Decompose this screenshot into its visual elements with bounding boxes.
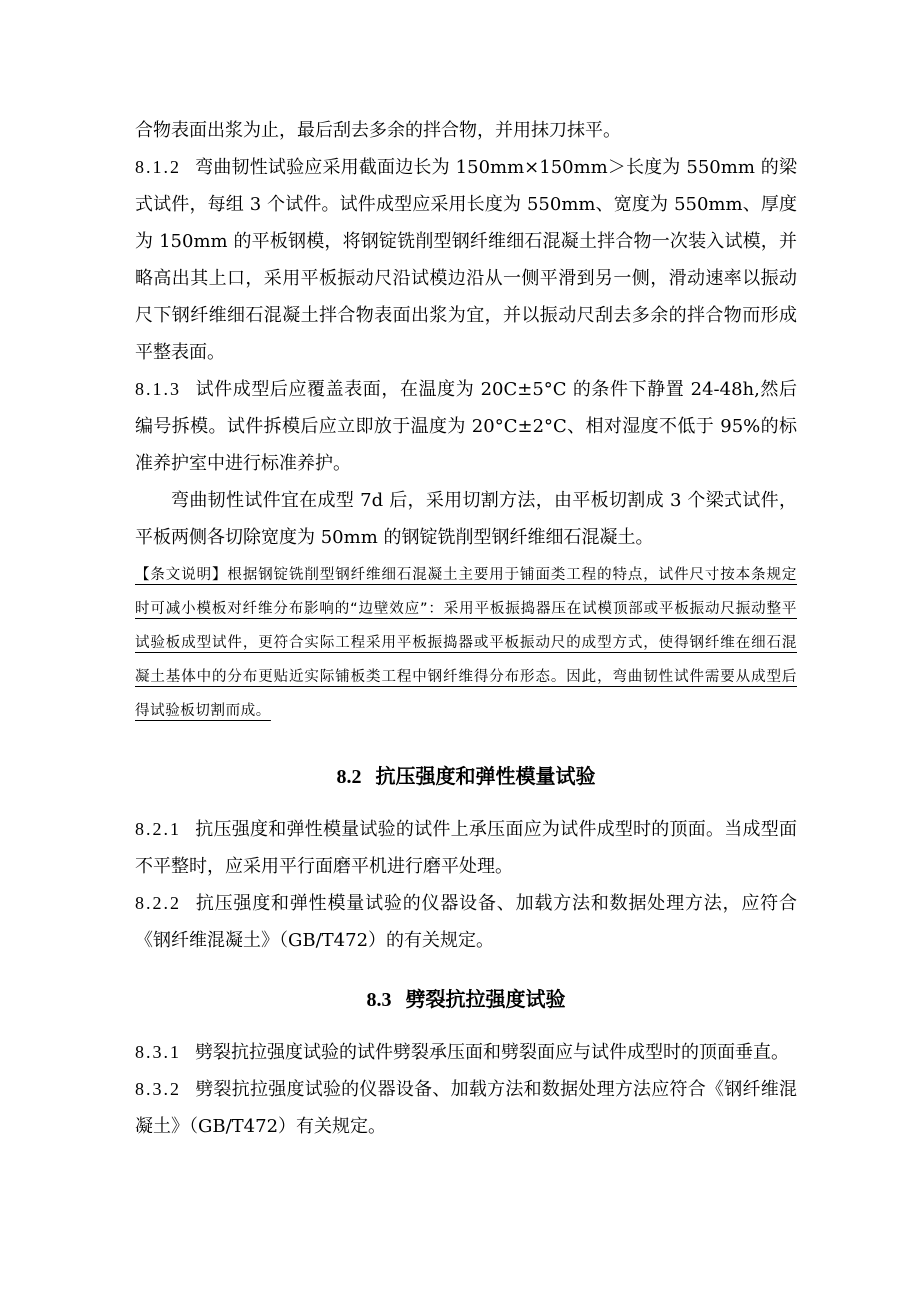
- section-title: 抗压强度和弹性模量试验: [375, 764, 596, 788]
- clause-number: 8.2.2: [135, 893, 181, 913]
- paragraph-text: 弯曲韧性试件宜在成型 7d 后，采用切割方法，由平板切割成 3 个梁式试件，平板两侧各切除宽度为 50mm 的钢锭铣削型钢纤维细石混凝土。: [135, 490, 797, 548]
- clause-8-3-1: [135, 1034, 797, 1071]
- clause-8-1-3: [135, 371, 797, 482]
- clause-number: 8.2.1: [135, 819, 181, 839]
- section-number: 8.2: [336, 766, 362, 788]
- clause-8-1-2: [135, 149, 797, 371]
- section-heading-8-3: [135, 979, 797, 1020]
- document-page: [135, 112, 797, 1145]
- clause-8-1-3-supplement: [135, 482, 797, 556]
- clause-number: 8.3.1: [135, 1042, 181, 1062]
- clause-explanation-note: [135, 558, 797, 728]
- clause-number: 8.1.2: [135, 157, 181, 177]
- clause-number: 8.1.3: [135, 379, 181, 399]
- clause-8-2-1: [135, 811, 797, 885]
- clause-8-2-2: [135, 885, 797, 959]
- section-title: 劈裂抗拉强度试验: [405, 987, 566, 1011]
- clause-text: 抗压强度和弹性模量试验的试件上承压面应为试件成型时的顶面。当成型面不平整时，应采用平行面磨平机进行磨平处理。: [135, 819, 797, 877]
- section-number: 8.3: [366, 989, 392, 1011]
- paragraph-text: 合物表面出浆为止，最后刮去多余的拌合物，并用抹刀抹平。: [135, 120, 621, 141]
- paragraph-continuation: [135, 112, 797, 149]
- clause-text: 劈裂抗拉强度试验的仪器设备、加载方法和数据处理方法应符合《钢纤维混凝土》（GB/T472）有关规定。: [135, 1079, 797, 1137]
- note-text: 【条文说明】根据钢锭铣削型钢纤维细石混凝土主要用于铺面类工程的特点，试件尺寸按本条规定时可减小模板对纤维分布影响的“边壁效应”：采用平板振捣器压在试模顶部或平板振动尺振动整平试验板成型试件，更符合实际工程采用平板振捣器或平板振动尺的成型方式，使得钢纤维在细石混凝土基体中的分布更贴近实际铺板类工程中钢纤维得分布形态。因此，弯曲韧性试件需要从成型后得试验板切割而成。: [135, 567, 797, 719]
- section-heading-8-2: [135, 756, 797, 797]
- clause-text: 抗压强度和弹性模量试验的仪器设备、加载方法和数据处理方法，应符合《钢纤维混凝土》（GB/T472）的有关规定。: [135, 893, 797, 951]
- clause-8-3-2: [135, 1071, 797, 1145]
- clause-text: 试件成型后应覆盖表面，在温度为 20C±5°C 的条件下静置 24-48h,然后编号拆模。试件拆模后应立即放于温度为 20°C±2°C、相对湿度不低于 95%的标准养护室中进行标准养护。: [135, 379, 797, 474]
- clause-text: 劈裂抗拉强度试验的试件劈裂承压面和劈裂面应与试件成型时的顶面垂直。: [195, 1042, 789, 1063]
- clause-number: 8.3.2: [135, 1079, 181, 1099]
- clause-text: 弯曲韧性试验应采用截面边长为 150mm×150mm＞长度为 550mm 的梁式试件，每组 3 个试件。试件成型应采用长度为 550mm、宽度为 550mm、厚度为 150mm 的平板钢模，将钢锭铣削型钢纤维细石混凝土拌合物一次装入试模，并略高出其上口，采用平板振动尺沿试模边沿从一侧平滑到另一侧，滑动速率以振动尺下钢纤维细石混凝土拌合物表面出浆为宜，并以振动尺刮去多余的拌合物而形成平整表面。: [135, 157, 797, 363]
